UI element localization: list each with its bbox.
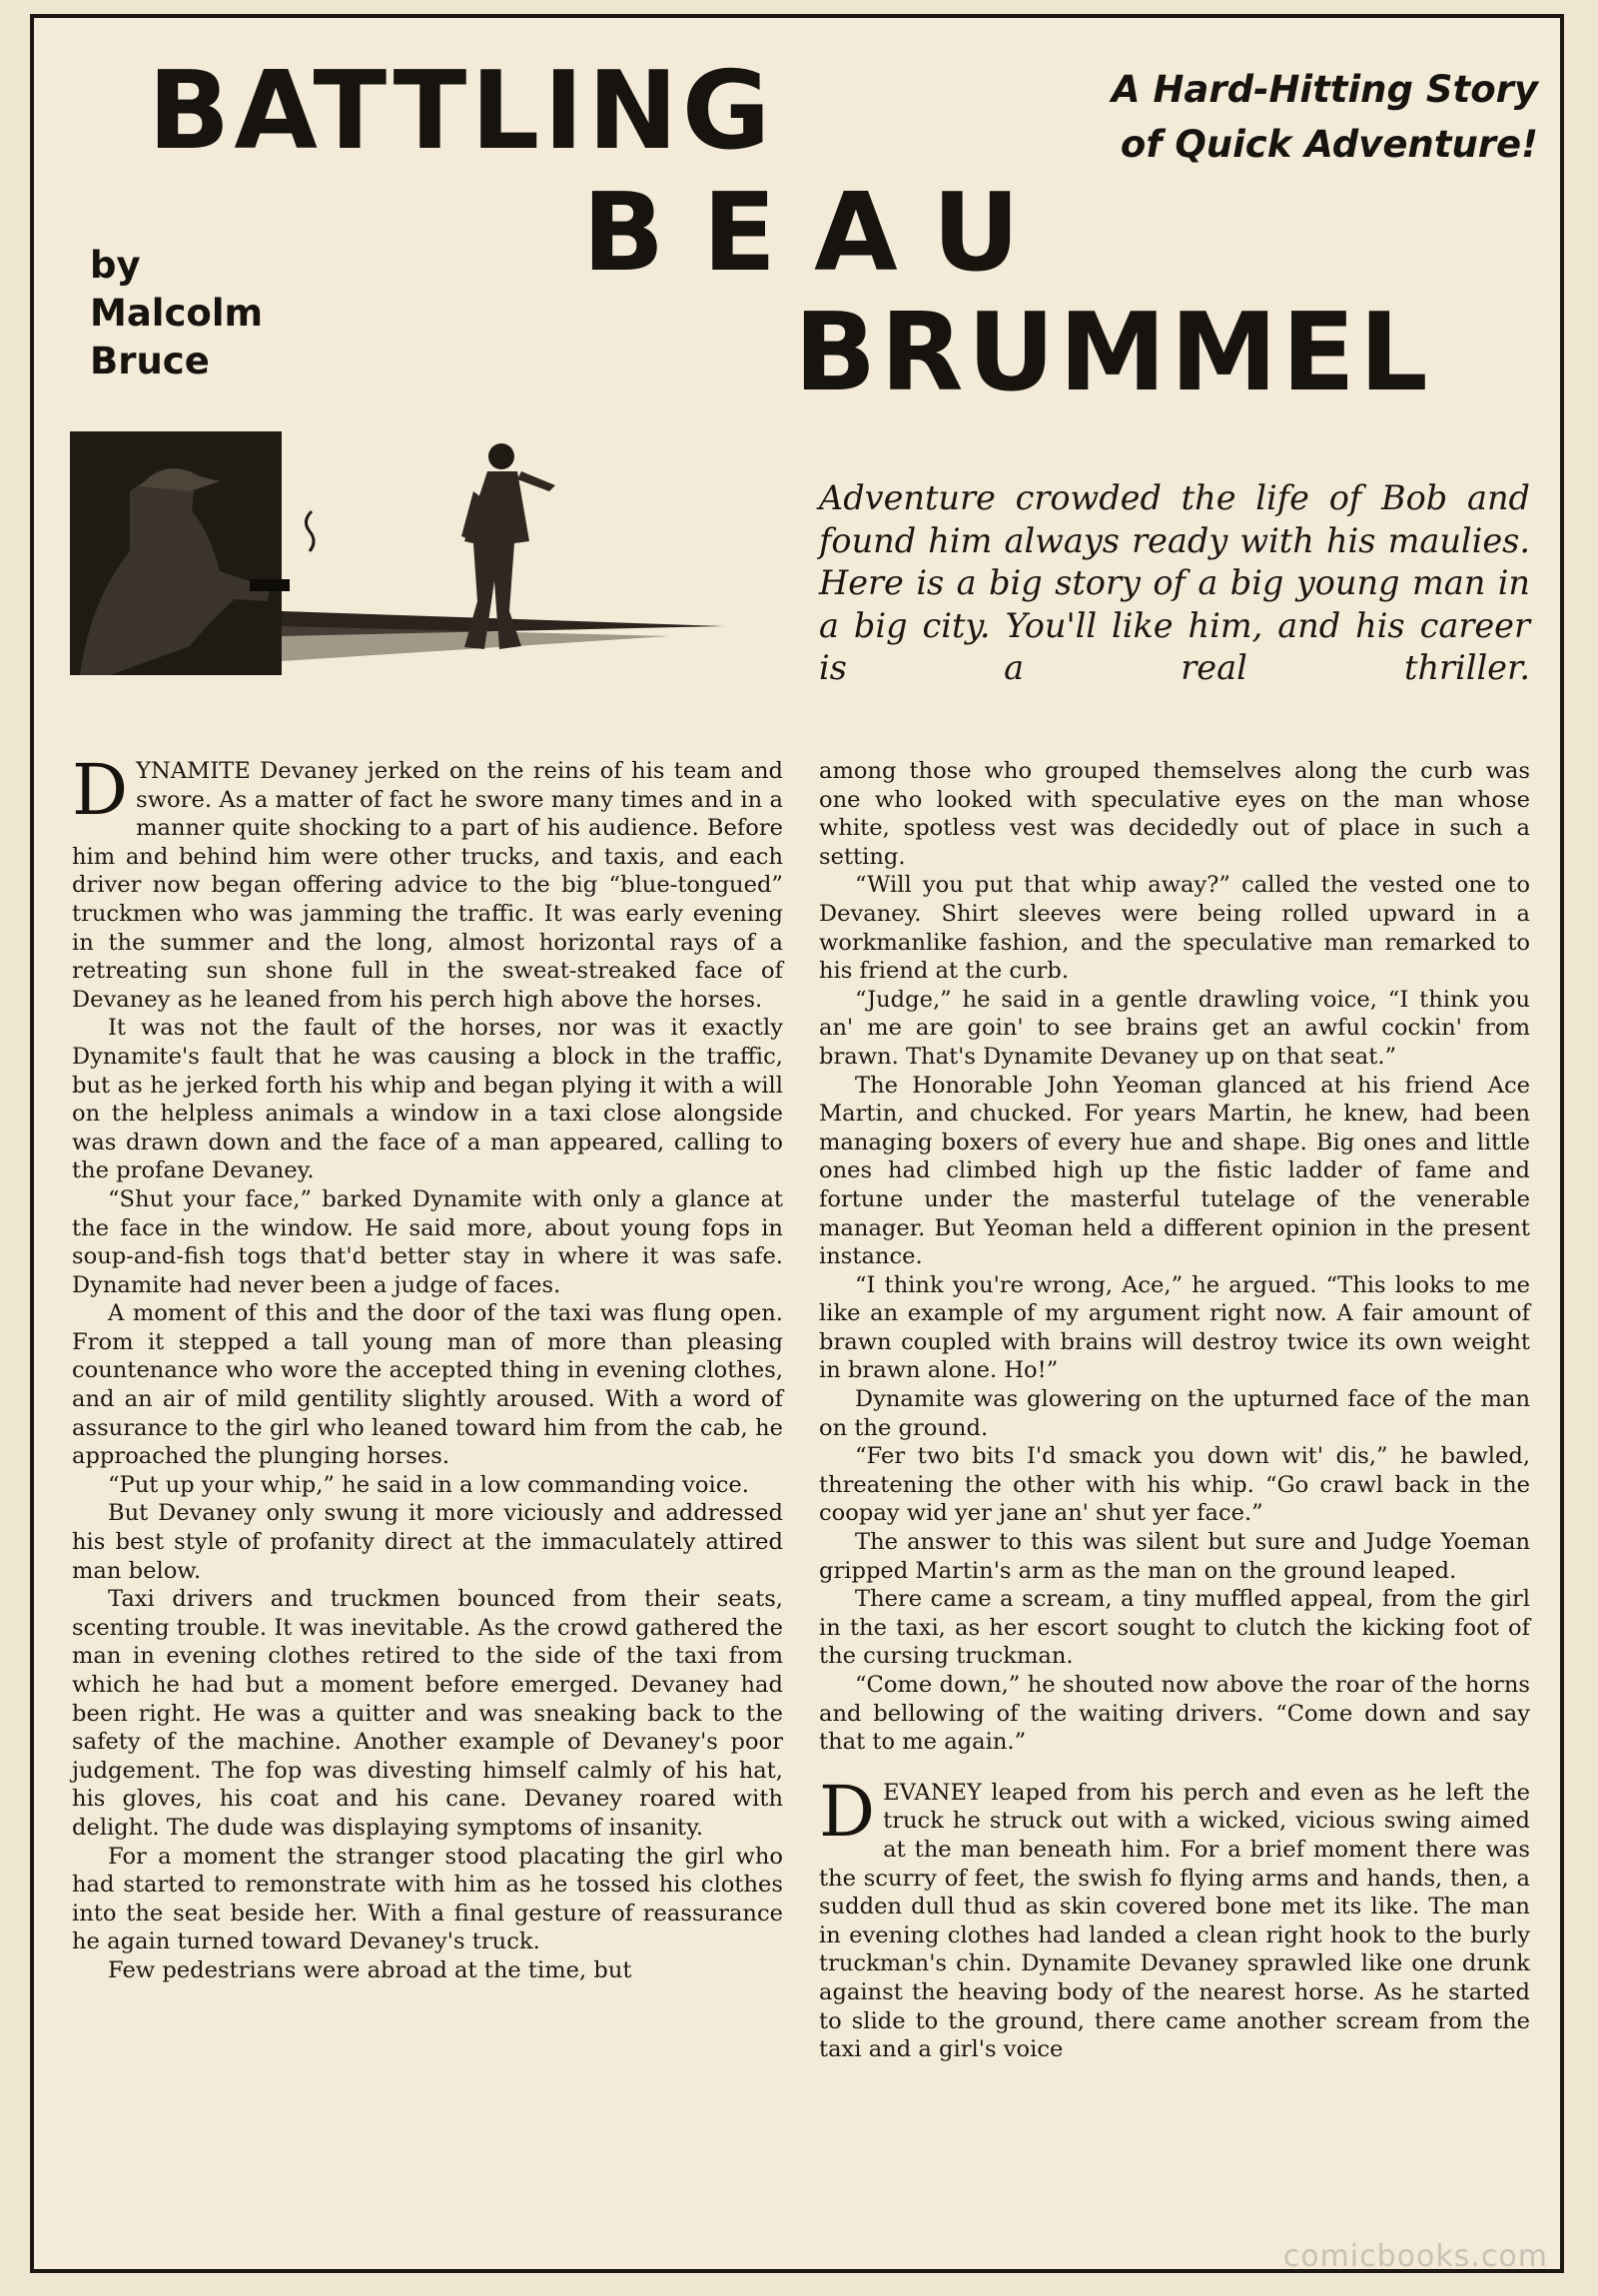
byline-last-name: Bruce	[90, 340, 210, 383]
paragraph: A moment of this and the door of the taxi was flung open. From it stepped a tall young man of more than pleasing countenance who wore the accepted thing in evening clothes, and an air of mild gentility slightly aroused. With a word of assurance to the girl who leaned toward him from the cab, he approached the plunging horses.	[72, 1300, 783, 1470]
tagline-line-1: A Hard-Hitting Story	[1111, 68, 1538, 111]
paragraph: “I think you're wrong, Ace,” he argued. “This looks to me like an example of my argument right now. A fair amount of brawn coupled with brains will destroy twice its own weight in brawn alone. Ho!”	[819, 1271, 1530, 1384]
watermark: comicbooks.com	[1282, 2239, 1548, 2274]
smoke-wisp	[306, 511, 314, 551]
standing-man-figure	[461, 443, 555, 649]
paragraph: The answer to this was silent but sure and Judge Yoeman gripped Martin's arm as the man on the ground leaped.	[819, 1529, 1530, 1584]
paragraph: There came a scream, a tiny muffled appeal, from the girl in the taxi, as her escort sought to clutch the kicking foot of the cursing truckman.	[819, 1586, 1530, 1670]
story-column-right	[819, 757, 1530, 2064]
tagline-line-2: of Quick Adventure!	[1120, 123, 1538, 166]
byline-by: by	[90, 244, 141, 287]
paragraph: “Will you put that whip away?” called the vested one to Devaney. Shirt sleeves were being rolled upward in a workmanlike fashion, and the speculative man remarked to his friend at the curb.	[819, 872, 1530, 985]
paragraph: But Devaney only swung it more viciously and addressed his best style of profanity direct at the immaculately attired man below.	[72, 1500, 783, 1584]
paragraph: Taxi drivers and truckmen bounced from their seats, scenting trouble. It was inevitable. As the crowd gathered the man in evening clothes retired to the side of the taxi from which he had but a moment before emerged. Devaney had been right. He was a quitter and was sneaking back to the safety of the machine. Another example of Devaney's poor judgement. The fop was divesting himself calmly of his hat, his gloves, his coat and his cane. Devaney roared with delight. The dude was displaying symptoms of insanity.	[72, 1586, 783, 1841]
paragraph: For a moment the stranger stood placating the girl who had started to remonstrate with him as he tossed his clothes into the seat beside her. With a final gesture of reassurance he again turned toward Devaney's truck.	[72, 1843, 783, 1955]
pistol	[250, 579, 290, 591]
story-intro: Adventure crowded the life of Bob and found him always ready with his maulies. Here is a big story of a big young man in a big city. You'll like him, and his career is a real thriller.	[819, 478, 1530, 687]
paragraph: Dynamite was glowering on the upturned face of the man on the ground.	[819, 1386, 1530, 1441]
title-line-beau: BEAU	[582, 171, 1059, 296]
drop-cap: D	[819, 1770, 876, 1853]
tagline	[1029, 62, 1538, 172]
paragraph: among those who grouped themselves along the curb was one who looked with speculative eyes on the man whose white, spotless vest was decidedly out of place in such a setting.	[819, 758, 1530, 870]
paragraph: “Come down,” he shouted now above the roar of the horns and bellowing of the waiting drivers. “Come down and say that to me again.”	[819, 1672, 1530, 1756]
title-line-battling: BATTLING	[148, 49, 775, 174]
story-column-left	[72, 749, 783, 1985]
paragraph: “Judge,” he said in a gentle drawling voice, “I think you an' me are goin' to see brains get an awful cockin' from brawn. That's Dynamite Devaney up on that seat.”	[819, 986, 1530, 1070]
paragraph: “Put up your whip,” he said in a low commanding voice.	[108, 1471, 749, 1498]
paragraph: It was not the fault of the horses, nor was it exactly Dynamite's fault that he was causing a block in the traffic, but as he jerked forth his whip and began plying it with a will on the helpless animals a window in a taxi close alongside was drawn down and the face of a man appeared, calling to the profane Devaney.	[72, 1015, 783, 1184]
byline	[90, 242, 263, 385]
paragraph: DYNAMITE Devaney jerked on the reins of his team and swore. As a matter of fact he swore many times and in a manner quite shocking to a part of his audience. Before him and behind him were other trucks, and taxis, and each driver now began offering advice to the big “blue-tongued” truckmen who was jamming the traffic. It was early evening in the summer and the long, almost horizontal rays of a retreating sun shone full in the sweat-streaked face of Devaney as he leaned from his perch high above the horses.	[72, 749, 783, 1013]
paragraph: Few pedestrians were abroad at the time, but	[108, 1956, 632, 1983]
paragraph: The Honorable John Yeoman glanced at his friend Ace Martin, and chucked. For years Martin, he knew, had been managing boxers of every hue and shape. Big ones and little ones had climbed high up the fistic ladder of fame and fortune under the masterful tutelage of the venerable manager. But Yeoman held a different opinion in the present instance.	[819, 1072, 1530, 1270]
paragraph: “Fer two bits I'd smack you down wit' dis,” he bawled, threatening the other with his whip. “Go crawl back in the coopay wid yer jane an' shut yer face.”	[819, 1443, 1530, 1527]
paragraph: “Shut your face,” barked Dynamite with only a glance at the face in the window. He said more, about young fops in soup-and-fish togs that'd better stay in where it was safe. Dynamite had never been a judge of faces.	[72, 1185, 783, 1298]
story-illustration	[70, 431, 724, 681]
paragraph: DEVANEY leaped from his perch and even as he left the truck he struck out with a wicked, vicious swing aimed at the man beneath him. For a brief moment there was the scurry of feet, the swish fo flying arms and hands, then, a sudden dull thud as skin covered bone met its like. The man in evening clothes had landed a clean right hook to the burly truckman's chin. Dynamite Devaney sprawled like one drunk against the heaving body of the nearest horse. As he started to slide to the ground, there came another scream from the taxi and a girl's voice	[819, 1770, 1530, 2063]
drop-cap: D	[72, 749, 129, 831]
byline-first-name: Malcolm	[90, 292, 264, 335]
title-line-brummel: BRUMMEL	[794, 291, 1432, 415]
